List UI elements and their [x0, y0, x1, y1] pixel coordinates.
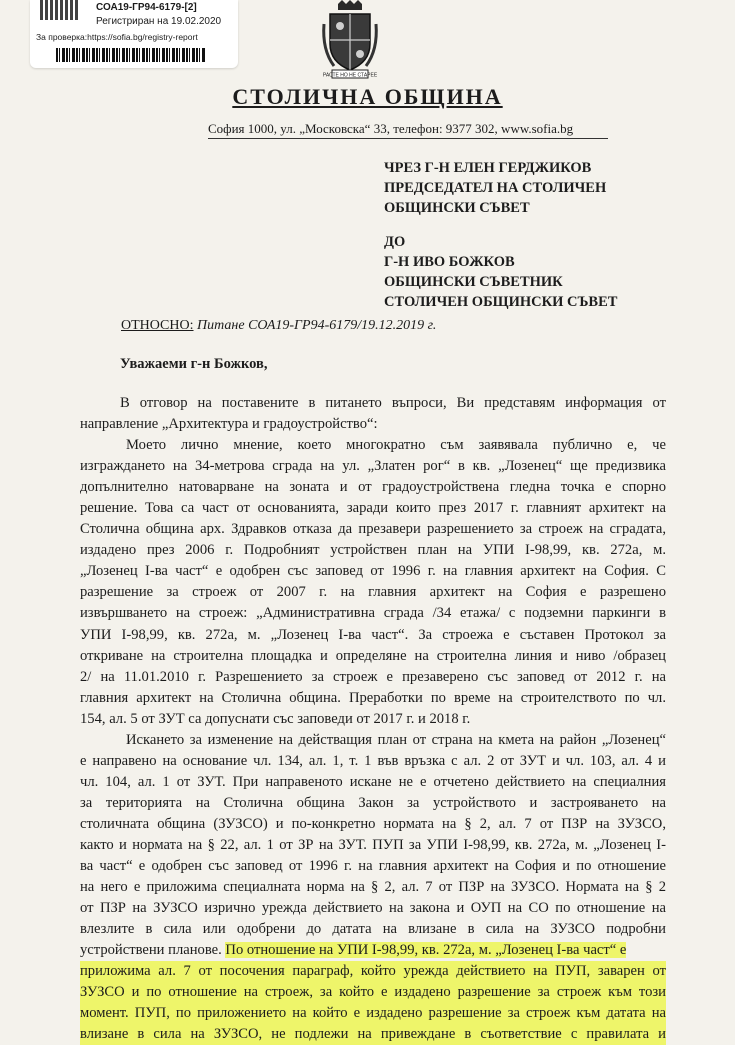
via-line: ОБЩИНСКИ СЪВЕТ	[384, 200, 530, 216]
body-line: за територията на Столична община Закон за устройството и застрояването на	[80, 794, 666, 811]
body-line: „Лозенец I-ва част“ е одобрен със заповед от 1996 г. на главния архитект на София. С	[80, 563, 666, 580]
to-recipient	[384, 232, 617, 312]
subject-value: Питане СОА19-ГР94-6179/19.12.2019 г.	[197, 318, 437, 333]
letter-body	[80, 393, 666, 1045]
sofia-crest-icon	[320, 0, 380, 80]
highlighted-line: влизане в сила на ЗУЗСО, не подлежи на привеждане в съответствие с правилата и	[80, 1024, 666, 1045]
via-recipient	[384, 158, 606, 218]
body-line: столичната община (ЗУЗСО) и по-конкретно нормата на § 2, ал. 7 от ПЗР на ЗУЗСО,	[80, 815, 666, 832]
body-line: издадено през 2006 г. Подробният устройствен план на УПИ I-98,99, кв. 272а, м.	[80, 542, 666, 559]
via-line: ЧРЕЗ Г-Н ЕЛЕН ГЕРДЖИКОВ	[384, 160, 592, 176]
highlighted-line: приложима ал. 7 от посочения параграф, който урежда действието на ПУП, заварен от	[80, 961, 666, 982]
body-line: 2/ на 11.01.2010 г. Разрешението за строеж е презаверено със заповед от 2012 г. на	[80, 668, 666, 685]
body-line: 154, ал. 5 от ЗУТ са допуснати със заповеди от 2017 г. и 2018 г.	[80, 710, 471, 727]
to-line: Г-Н ИВО БОЖКОВ	[384, 254, 515, 270]
body-line: изграждането на 34-метрова сграда на ул. „Златен рог“ в кв. „Лозенец“ ще предизвика	[80, 458, 666, 475]
verification-link: За проверка:https://sofia.bg/registry-report	[36, 32, 198, 42]
highlighted-line: ЗУЗСО и по отношение на строеж, за който е издадено разрешение за строеж към този	[80, 982, 666, 1003]
barcode-icon	[56, 48, 206, 62]
body-line: е направено на основание чл. 134, ал. 1, т. 1 във връзка с ал. 2 от ЗУТ и чл. 103, ал. 4 и	[80, 752, 666, 769]
subject-line	[121, 318, 436, 334]
registration-number: СОА19-ГР94-6179-[2]	[96, 2, 197, 13]
body-line: разрешение за строеж от 2007 г. на главния архитект на София е разрешено	[80, 584, 666, 601]
registration-stamp	[30, 0, 238, 68]
document-title: СТОЛИЧНА ОБЩИНА	[232, 84, 503, 109]
via-line: ПРЕДСЕДАТЕЛ НА СТОЛИЧЕН	[384, 180, 607, 196]
highlighted-line: момент. ПУП, по приложението на който е издадено разрешение за строеж към датата на	[80, 1003, 666, 1024]
body-line: решение. Това са част от основанията, заради които през 2017 г. главният архитект на	[80, 500, 666, 517]
body-line: ва част“ е одобрен със заповед от 1996 г. на главния архитект на София и по отношение	[80, 858, 666, 875]
registration-date: Регистриран на 19.02.2020	[96, 16, 222, 27]
qr-code-icon	[40, 0, 80, 20]
body-line: на него е приложима специалната норма на § 2, ал. 7 от ПЗР на ЗУЗСО. Нормата на § 2	[80, 879, 666, 896]
body-line: главния архитект на Столична община. Преработки по време на строителството по чл.	[80, 689, 666, 706]
body-line: Моето лично мнение, което многократно съм заявявала публично е, че	[126, 437, 666, 454]
body-line: Столична община арх. Здравков отказа да презавери разрешението за строеж на сградата,	[80, 521, 666, 538]
body-line: допълнително натоварване на зоната и от градоустройствена гледна точка е спорно	[80, 479, 666, 496]
greeting: Уважаеми г-н Божков,	[120, 356, 268, 372]
body-line-part: устройствени планове.	[80, 942, 222, 959]
to-line: СТОЛИЧЕН ОБЩИНСКИ СЪВЕТ	[384, 294, 618, 310]
highlighted-text: По отношение на УПИ I-98,99, кв. 272а, м. „Лозенец I-ва част“ е	[225, 942, 627, 959]
body-line: влезлите в сила или одобрени до датата на влизане в сила на ЗУЗСО подробни	[80, 921, 666, 938]
municipality-address: София 1000, ул. „Московска“ 33, телефон: 9377 302, www.sofia.bg	[208, 121, 608, 139]
body-line: чл. 104, ал. 1 от ЗУТ. При направеното искане не е отчетено действието на специалния	[80, 773, 666, 790]
body-line: както и нормата на § 22, ал. 1 от ЗР на ЗУТ. ПУП за УПИ I-98,99, кв. 272а, м. „Лозенец I-	[80, 836, 666, 853]
body-line: Искането за изменение на действащия план от страна на кмета на район „Лозенец“	[126, 731, 666, 748]
body-line: извършването на строеж: „Административна сграда /34 етажа/ с подземни паркинги в	[80, 605, 666, 622]
body-line: от ПЗР на ЗУЗСО изрично урежда действието на закона и ОУП на СО по отношение на	[80, 900, 666, 917]
body-line: откриване на строителна площадка и определяне на строителна линия и ниво /образец	[80, 647, 666, 664]
to-line: ОБЩИНСКИ СЪВЕТНИК	[384, 274, 563, 290]
crest-motto: РАСТЕ НО НЕ СТАРЕЕ	[322, 72, 378, 79]
body-line: направление „Архитектура и градоустройство“:	[80, 416, 378, 433]
body-line: В отговор на поставените в питането въпроси, Ви представям информация от	[120, 395, 666, 411]
body-line: УПИ I-98,99, кв. 272а, м. „Лозенец I-ва част“. За строежа е съставен Протокол за	[80, 626, 666, 643]
subject-label: ОТНОСНО:	[121, 318, 194, 333]
to-line: ДО	[384, 234, 406, 250]
